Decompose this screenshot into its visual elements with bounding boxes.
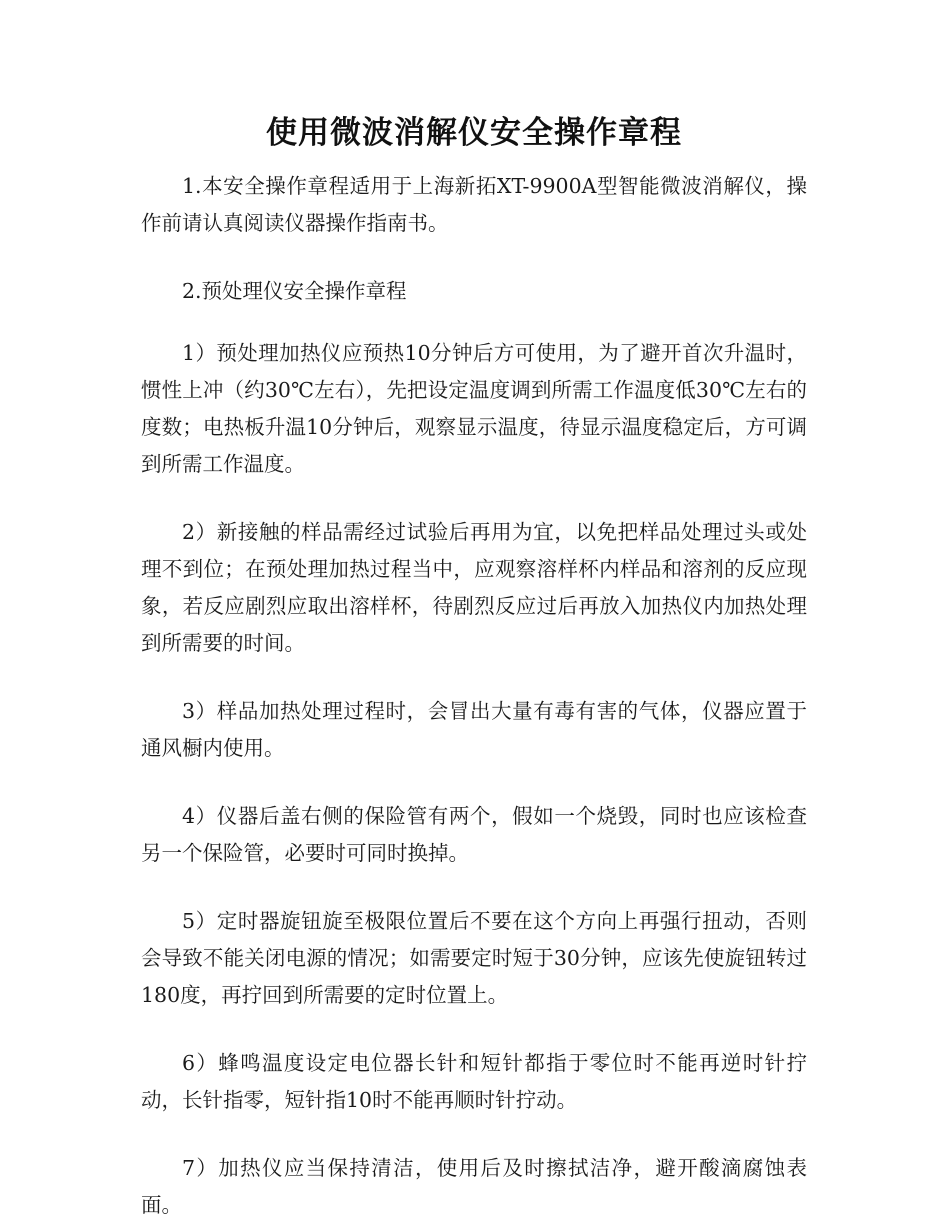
document-title: 使用微波消解仪安全操作章程 [266, 115, 682, 151]
paragraph-section-heading: 2.预处理仪安全操作章程 [182, 279, 407, 303]
paragraph-item-3-ventilation: 3）样品加热处理过程时，会冒出大量有毒有害的气体，仪器应置于通风橱内使用。 [141, 699, 807, 760]
paragraph-item-6-buzzer-dial: 6）蜂鸣温度设定电位器长针和短针都指于零位时不能再逆时针拧动，长针指零，短针指10时不能再顺时针拧动。 [141, 1051, 807, 1112]
paragraph-item-4-fuses: 4）仪器后盖右侧的保险管有两个，假如一个烧毁，同时也应该检查另一个保险管，必要时可同时换掉。 [141, 804, 807, 865]
paragraph-item-7-cleaning: 7）加热仪应当保持清洁，使用后及时擦拭洁净，避开酸滴腐蚀表面。 [141, 1156, 807, 1217]
paragraph-scope: 1.本安全操作章程适用于上海新拓XT-9900A型智能微波消解仪，操作前请认真阅读仪器操作指南书。 [141, 174, 807, 235]
paragraph-item-2-new-samples: 2）新接触的样品需经过试验后再用为宜，以免把样品处理过头或处理不到位；在预处理加热过程当中，应观察溶样杯内样品和溶剂的反应现象，若反应剧烈应取出溶样杯，待剧烈反应过后再放入加热仪内加热处理到所需要的时间。 [141, 520, 807, 655]
paragraph-item-5-timer-knob: 5）定时器旋钮旋至极限位置后不要在这个方向上再强行扭动，否则会导致不能关闭电源的情况；如需要定时短于30分钟，应该先使旋钮转过180度，再拧回到所需要的定时位置上。 [141, 909, 807, 1007]
paragraph-item-1-preheat: 1）预处理加热仪应预热10分钟后方可使用，为了避开首次升温时，惯性上冲（约30℃左右），先把设定温度调到所需工作温度低30℃左右的度数；电热板升温10分钟后，观察显示温度，待显示温度稳定后，方可调到所需工作温度。 [141, 341, 807, 476]
